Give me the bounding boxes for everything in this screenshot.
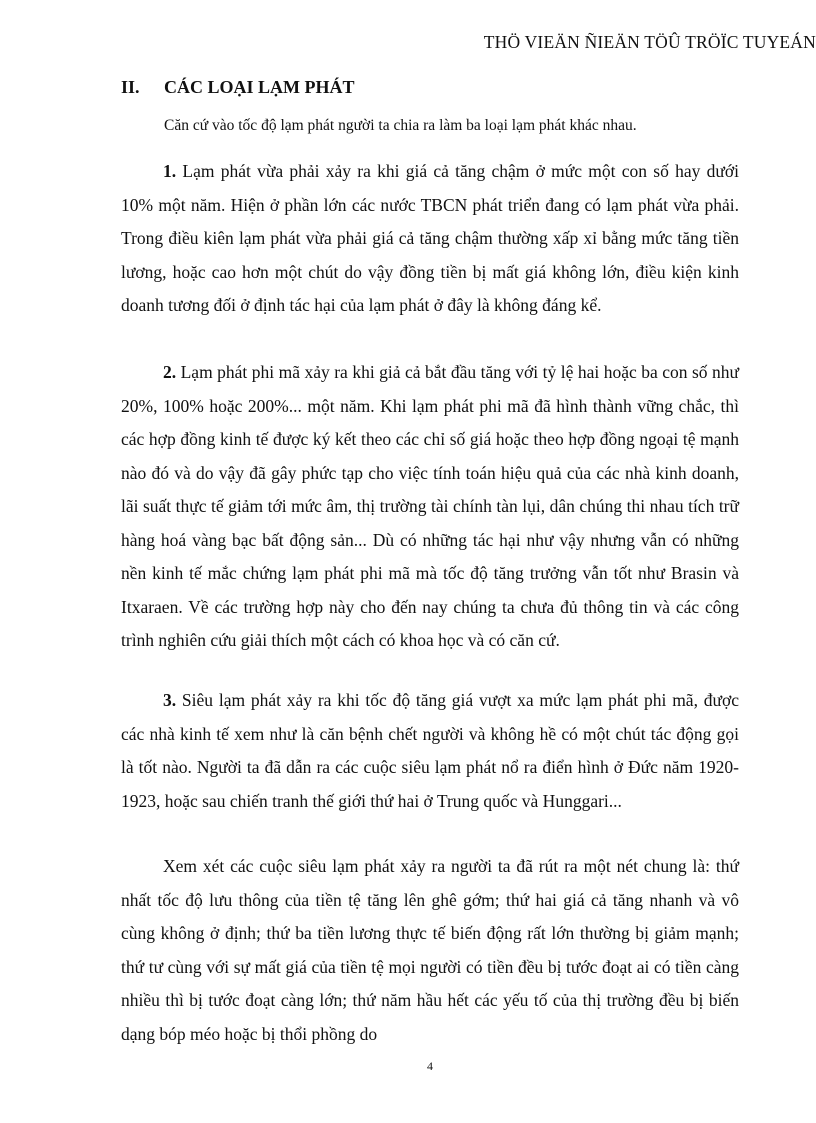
- running-header: THÖ VIEÄN ÑIEÄN TÖÛ TRÖÏC TUYEÁN: [483, 32, 816, 52]
- paragraph-common-features: [121, 850, 739, 1051]
- section-number: II.: [121, 77, 140, 97]
- paragraph-text: Xem xét các cuộc siêu lạm phát xảy ra người ta đã rút ra một nét chung là: thứ nhất tốc độ lưu thông của tiền tệ tăng lên ghê gớm; thứ hai giá cả tăng nhanh và vô cùng không ở định; thứ ba tiền lương thực tế biến động rất lớn thường bị giảm mạnh; thứ tư cùng với sự mất giá của tiền tệ mọi người có tiền đều bị tước đoạt ai có tiền càng nhiều thì bị tước đoạt càng lớn; thứ năm hầu hết các yếu tố của thị trường đều bị biến dạng bóp méo hoặc bị thổi phồng do: [121, 856, 739, 1044]
- section-heading: [121, 77, 355, 98]
- paragraph-moderate-inflation: [121, 155, 739, 323]
- paragraph-text: Siêu lạm phát xảy ra khi tốc độ tăng giá vượt xa mức lạm phát phi mã, được các nhà kinh tế xem như là căn bệnh chết người và không hề có một chút tác động gọi là tốt nào. Người ta đã dẫn ra các cuộc siêu lạm phát nổ ra điển hình ở Đức năm 1920-1923, hoặc sau chiến tranh thế giới thứ hai ở Trung quốc và Hunggari...: [121, 690, 739, 811]
- paragraph-number: 2.: [163, 362, 177, 382]
- paragraph-number: 3.: [163, 690, 177, 710]
- paragraph-text: Lạm phát vừa phải xảy ra khi giá cả tăng chậm ở mức một con số hay dưới 10% một năm. Hiện ở phần lớn các nước TBCN phát triển đang có lạm phát vừa phải. Trong điều kiên lạm phát vừa phải giá cả tăng chậm thường xấp xỉ bằng mức tăng tiền lương, hoặc cao hơn một chút do vậy đồng tiền bị mất giá không lớn, điều kiện kinh doanh tương đối ở định tác hại của lạm phát ở đây là không đáng kể.: [121, 161, 739, 315]
- paragraph-hyperinflation: [121, 684, 739, 818]
- section-title: CÁC LOẠI LẠM PHÁT: [164, 77, 355, 97]
- paragraph-text: Lạm phát phi mã xảy ra khi giả cả bắt đầu tăng với tỷ lệ hai hoặc ba con số như 20%, 100% hoặc 200%... một năm. Khi lạm phát phi mã đã hình thành vững chắc, thì các hợp đồng kinh tế được ký kết theo các chỉ số giá hoặc theo hợp đồng ngoại tệ mạnh nào đó và do vậy đã gây phức tạp cho việc tính toán hiệu quả của các nhà kinh doanh, lãi suất thực tế giảm tới mức âm, thị trường tài chính tàn lụi, dân chúng thi nhau tích trữ hàng hoá vàng bạc bất động sản... Dù có những tác hại như vậy nhưng vẫn có những nền kinh tế mắc chứng lạm phát phi mã mà tốc độ tăng trưởng vẫn tốt như Brasin và Itxaraen. Về các trường hợp này cho đến nay chúng ta chưa đủ thông tin và các công trình nghiên cứu giải thích một cách có khoa học và có căn cứ.: [121, 362, 739, 650]
- page-number: 4: [427, 1059, 433, 1073]
- paragraph-galloping-inflation: [121, 356, 739, 658]
- paragraph-number: 1.: [163, 161, 177, 181]
- section-intro: Căn cứ vào tốc độ lạm phát người ta chia ra làm ba loại lạm phát khác nhau.: [164, 117, 637, 134]
